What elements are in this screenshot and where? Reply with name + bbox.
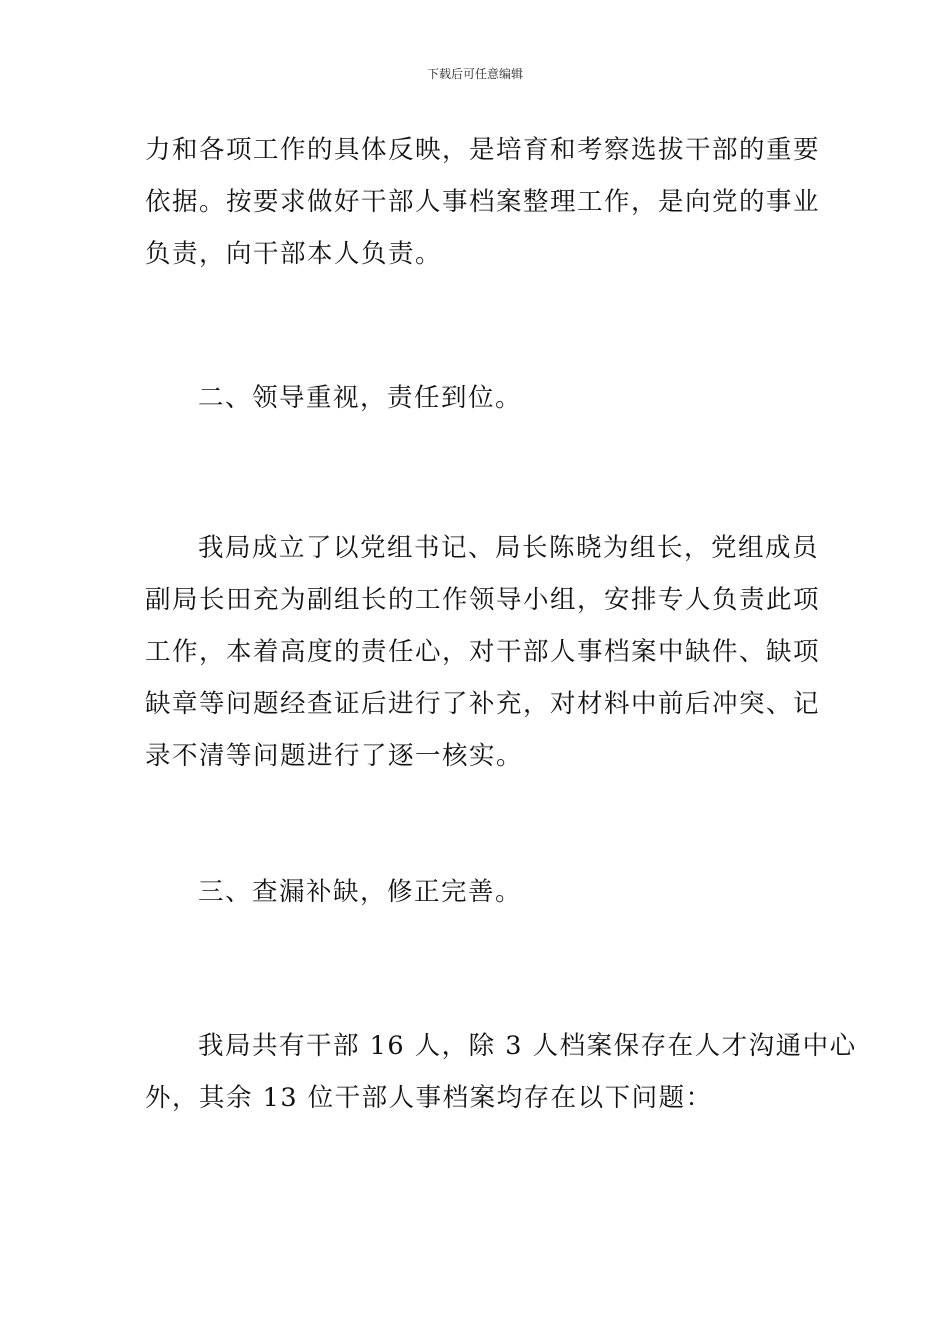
text-line: 外，其余 13 位干部人事档案均存在以下问题： xyxy=(145,1083,713,1113)
heading-text: 三、查漏补缺，修正完善。 xyxy=(198,877,523,907)
text-line: 我局成立了以党组书记、局长陈晓为组长，党组成员 xyxy=(198,533,820,563)
text-line: 录不清等问题进行了逐一核实。 xyxy=(145,741,524,771)
text-line: 副局长田充为副组长的工作领导小组，安排专人负责此项 xyxy=(145,585,821,615)
section-heading-corrections xyxy=(145,866,810,918)
section-heading-leadership xyxy=(145,372,810,424)
paragraph-cadre-count xyxy=(145,1020,857,1124)
text-line: 力和各项工作的具体反映，是培育和考察选拔干部的重要 xyxy=(145,135,821,165)
text-line: 缺章等问题经查证后进行了补充，对材料中前后冲突、记 xyxy=(145,689,821,719)
text-line: 我局共有干部 16 人，除 3 人档案保存在人才沟通中心 xyxy=(198,1031,857,1061)
heading-text: 二、领导重视，责任到位。 xyxy=(198,383,523,413)
page-header: 下载后可任意编辑 xyxy=(426,67,523,81)
paragraph-leadership-group xyxy=(145,522,821,782)
text-line: 负责，向干部本人负责。 xyxy=(145,239,443,269)
paragraph-archive-importance xyxy=(145,124,821,280)
text-line: 依据。按要求做好干部人事档案整理工作，是向党的事业 xyxy=(145,187,821,217)
text-line: 工作，本着高度的责任心，对干部人事档案中缺件、缺项 xyxy=(145,637,821,667)
